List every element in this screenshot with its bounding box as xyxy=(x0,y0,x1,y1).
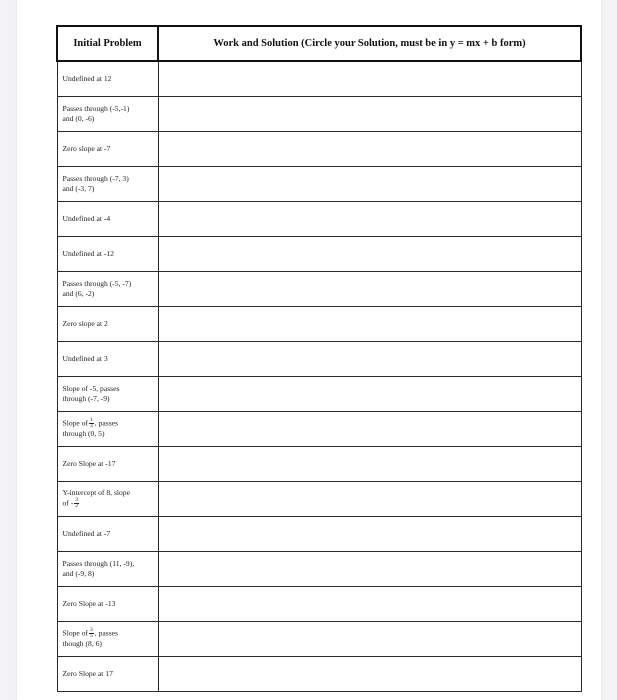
fraction-numerator: 3 xyxy=(75,497,79,503)
work-solution-cell[interactable] xyxy=(158,61,581,96)
table-row xyxy=(57,131,581,166)
work-solution-cell[interactable] xyxy=(158,271,581,306)
initial-problem-header: Initial Problem xyxy=(57,26,158,61)
fraction xyxy=(89,418,94,429)
work-solution-cell[interactable] xyxy=(158,236,581,271)
problem-cell xyxy=(57,131,158,166)
problem-cell xyxy=(57,96,158,131)
fraction-numerator: 3 xyxy=(90,627,93,633)
problem-cell xyxy=(57,271,158,306)
problem-line-2 xyxy=(63,289,155,299)
table-row xyxy=(57,236,581,271)
problem-line-2 xyxy=(63,114,155,124)
problem-cell xyxy=(57,481,158,516)
problem-cell xyxy=(57,376,158,411)
problem-text: Slope of xyxy=(62,628,89,638)
problem-line-1 xyxy=(63,599,155,609)
table-row xyxy=(57,446,581,481)
problem-text: Y-intercept of 8, slope xyxy=(62,488,130,497)
table-row xyxy=(57,481,581,516)
problem-line-2 xyxy=(63,394,155,404)
problem-cell xyxy=(57,166,158,201)
problem-text: Slope of xyxy=(62,418,89,428)
problem-line-1 xyxy=(63,319,155,329)
table-row xyxy=(57,586,581,621)
problem-text: Undefined at 3 xyxy=(62,353,108,363)
problem-text: Zero Slope at -17 xyxy=(62,458,116,468)
problem-text: Zero slope at 2 xyxy=(62,318,108,328)
problem-text: Undefined at -12 xyxy=(62,248,114,258)
problem-line-1 xyxy=(63,279,155,289)
fraction-numerator: 1 xyxy=(90,417,93,423)
problem-text: , passes xyxy=(94,628,118,638)
worksheet-page xyxy=(17,0,601,700)
work-solution-cell[interactable] xyxy=(158,166,581,201)
table-row xyxy=(57,516,581,551)
problem-cell xyxy=(57,201,158,236)
table-row xyxy=(57,411,581,446)
problem-text: Zero Slope at -13 xyxy=(62,598,116,608)
work-solution-cell[interactable] xyxy=(158,411,581,446)
work-solution-cell[interactable] xyxy=(158,621,581,656)
problem-text: , passes xyxy=(94,418,118,428)
table-row xyxy=(57,656,581,691)
fraction xyxy=(89,628,94,639)
problem-text: and (-9, 8) xyxy=(62,568,95,578)
problem-text: through (0, 5) xyxy=(62,429,105,438)
problem-cell xyxy=(57,551,158,586)
problem-line-1 xyxy=(63,628,155,639)
problem-text: through (-7, -9) xyxy=(62,393,110,403)
table-row xyxy=(57,341,581,376)
problem-line-1 xyxy=(63,174,155,184)
work-solution-cell[interactable] xyxy=(158,306,581,341)
table-row xyxy=(57,271,581,306)
problem-text: Slope of -5, passes xyxy=(62,383,120,393)
problem-line-2 xyxy=(63,184,155,194)
table-row xyxy=(57,551,581,586)
work-solution-cell[interactable] xyxy=(158,516,581,551)
problem-text: Undefined at -4 xyxy=(62,213,111,223)
problems-table xyxy=(56,25,582,692)
fraction-denominator: 5 xyxy=(90,633,93,639)
problem-cell xyxy=(57,586,158,621)
problem-text: though (8, 6) xyxy=(62,639,102,648)
table-row xyxy=(57,376,581,411)
problem-cell xyxy=(57,446,158,481)
work-solution-cell[interactable] xyxy=(158,131,581,166)
problem-line-1 xyxy=(63,384,155,394)
problem-text: Passes through (-5, -7) xyxy=(62,278,132,288)
problem-cell xyxy=(57,516,158,551)
problem-line-1 xyxy=(63,214,155,224)
table-row xyxy=(57,621,581,656)
problem-line-2 xyxy=(63,498,155,509)
fraction xyxy=(74,498,79,509)
work-solution-cell[interactable] xyxy=(158,201,581,236)
problem-text: of - xyxy=(62,498,74,508)
problem-cell xyxy=(57,411,158,446)
problem-line-1 xyxy=(63,74,155,84)
work-solution-cell[interactable] xyxy=(158,96,581,131)
problem-line-1 xyxy=(63,529,155,539)
problem-text: Zero slope at -7 xyxy=(62,143,111,153)
work-solution-cell[interactable] xyxy=(158,446,581,481)
work-solution-header: Work and Solution (Circle your Solution, must be in y = mx + b form) xyxy=(158,26,581,61)
table-header-row xyxy=(57,26,581,61)
problem-text: and (6, -2) xyxy=(62,288,95,298)
problem-line-2 xyxy=(63,429,155,439)
table-row xyxy=(57,201,581,236)
problem-cell xyxy=(57,656,158,691)
problem-text: Undefined at -7 xyxy=(62,528,111,538)
table-row xyxy=(57,306,581,341)
problem-text: Undefined at 12 xyxy=(62,73,112,83)
problem-line-2 xyxy=(63,569,155,579)
problem-text: Zero Slope at 17 xyxy=(62,668,113,678)
problem-cell xyxy=(57,341,158,376)
problem-text: Passes through (-7, 3) xyxy=(62,173,129,183)
work-solution-cell[interactable] xyxy=(158,376,581,411)
work-solution-cell[interactable] xyxy=(158,586,581,621)
table-row xyxy=(57,96,581,131)
problem-line-1 xyxy=(63,104,155,114)
work-solution-cell[interactable] xyxy=(158,656,581,691)
problem-text: and (-3, 7) xyxy=(62,183,95,193)
problem-cell xyxy=(57,621,158,656)
problem-line-1 xyxy=(63,669,155,679)
problems-body xyxy=(57,61,581,691)
problem-line-1 xyxy=(63,144,155,154)
problem-cell xyxy=(57,61,158,96)
fraction-denominator: 2 xyxy=(75,503,79,509)
work-solution-cell[interactable] xyxy=(158,481,581,516)
problem-line-1 xyxy=(63,249,155,259)
problem-text: Passes through (11, -9), xyxy=(62,558,135,568)
problem-line-1 xyxy=(63,354,155,364)
problem-cell xyxy=(57,236,158,271)
problem-line-2 xyxy=(63,639,155,649)
problem-line-1 xyxy=(63,418,155,429)
work-solution-cell[interactable] xyxy=(158,551,581,586)
work-solution-cell[interactable] xyxy=(158,341,581,376)
problem-line-1 xyxy=(63,459,155,469)
table-row xyxy=(57,166,581,201)
problem-text: Passes through (-5,-1) xyxy=(62,103,130,113)
problem-cell xyxy=(57,306,158,341)
problem-line-1 xyxy=(63,559,155,569)
table-row xyxy=(57,61,581,96)
problem-text: and (0, -6) xyxy=(62,113,95,123)
fraction-denominator: 3 xyxy=(90,423,93,429)
